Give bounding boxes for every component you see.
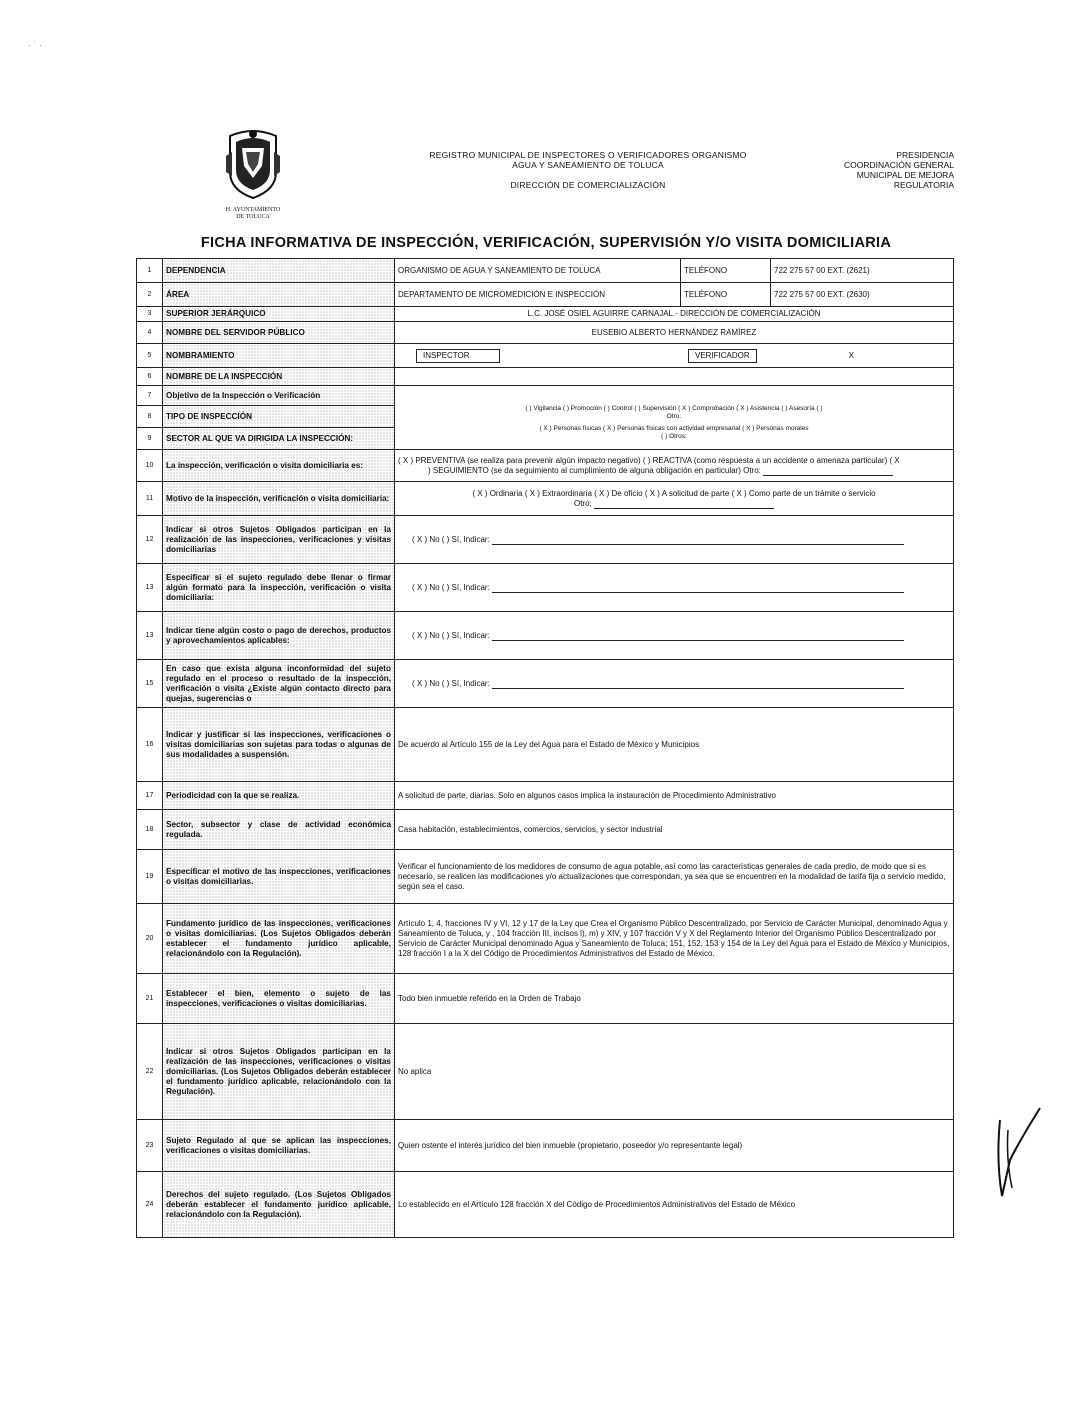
sujeto-regulado-value: Quien ostente el interés jurídico del bien inmueble (propietario, poseedor y/o representante legal) [395,1120,954,1172]
tipo-visita-line: ( X ) PREVENTIVA (se realiza para prevenir algún impacto negativo) ( ) REACTIVA (como respuesta a un accidente o amenaza particular) ( X [398,455,900,465]
sujetos-value: ( X ) No ( ) Sí, Indicar: [412,534,490,544]
costo-value: ( X ) No ( ) Sí, Indicar: [412,630,490,640]
header-center [398,150,778,190]
row-number: 15 [137,660,163,708]
tipo-visita-line: ) SEGUIMIENTO (se da seguimiento al cumplimiento de alguna obligación en particular) Otro: [428,465,761,475]
verificador-box: VERIFICADOR [688,349,757,363]
form-row [137,1024,954,1120]
header-right-line: REGULATORIA [893,180,954,190]
fundamento-value: Artículo 1, 4, fracciones IV y VI, 12 y 17 de la Ley que Crea el Organismo Público Descentralizado, por Servicio de Carácter Municipal, denominado Agua y Saneamiento de Toluca, y , 104 fracción III, incisos l), m) y XIV, y 107 fracción V y X del Reglamento Interior del Organismo Público Descentralizado por Servicio de Carácter Municipal denominado Agua y Saneamiento de Toluca; 151, 152, 153 y 154 de la Ley del Agua para el Estado de México y Municipios, 128 fracción I a la X del Código de Procedimientos Administrativos del Estado de México. [395,904,954,974]
row-label: Especificar si el sujeto regulado debe llenar o firmar algún formato para la inspección, verificación o visita domiciliaria: [163,564,395,612]
row-number: 21 [137,974,163,1024]
row-number: 6 [137,368,163,386]
formato-cell [395,564,954,612]
form-row [137,516,954,564]
header-organism-line: AGUA Y SANEAMIENTO DE TOLUCA [512,160,664,170]
header-registry-line: REGISTRO MUNICIPAL DE INSPECTORES O VERIFICADORES ORGANISMO [429,150,747,160]
header-direction-line: DIRECCIÓN DE COMERCIALIZACIÓN [510,180,666,190]
form-row [137,1120,954,1172]
row-label: DEPENDENCIA [163,259,395,283]
row-label: NOMBRE DEL SERVIDOR PÚBLICO [163,322,395,344]
header-right [820,150,954,190]
form-row [137,612,954,660]
form-row [137,974,954,1024]
sector-value: ( X ) Personas físicas ( X ) Personas físicas con actividad empresarial ( X ) Personas morales [539,424,809,432]
row-number: 22 [137,1024,163,1120]
row-label: SUPERIOR JERÁRQUICO [163,307,395,322]
tipo-inspeccion-value: ( ) Vigilancia ( ) Promoción ( ) Control ( ) Supervisión ( X ) Comprobación ( X ) Asistencia ( ) Asesoría ( ) [525,404,823,412]
row-label: ÁREA [163,283,395,307]
row-number: 9 [137,428,163,450]
row-label: Indicar tiene algún costo o pago de derechos, productos y aprovechamientos aplicables: [163,612,395,660]
inconformidad-value: ( X ) No ( ) Sí, Indicar: [412,678,490,688]
row-number: 2 [137,283,163,307]
nombramiento-cell [395,344,954,368]
otros-sujetos-value: No aplica [395,1024,954,1120]
costo-cell [395,612,954,660]
row-number: 4 [137,322,163,344]
derechos-value: Lo establecido en el Artículo 128 fracción X del Código de Procedimientos Administrativos del Estado de México [395,1172,954,1238]
form-row [137,368,954,386]
row-number: 17 [137,782,163,810]
row-label: NOMBRE DE LA INSPECCIÓN [163,368,395,386]
row-number: 24 [137,1172,163,1238]
row-label: Indicar y justificar si las inspecciones, verificaciones o visitas domiciliarias son sujetas para todas o algunas de sus modalidades a suspensión. [163,708,395,782]
row-label: Establecer el bien, elemento o sujeto de las inspecciones, verificaciones o visitas domiciliarias. [163,974,395,1024]
scan-marks: · ˙ · [28,40,42,50]
sector-actividad-value: Casa habitación, establecimientos, comercios, servicios, y sector industrial [395,810,954,850]
row-label: Derechos del sujeto regulado. (Los Sujetos Obligados deberán establecer el fundamento jurídico aplicable, relacionándolo con la Regulación). [163,1172,395,1238]
form-row [137,1172,954,1238]
telefono-value: 722 275 57 00 EXT. (2621) [771,259,954,283]
form-row [137,850,954,904]
sector-otros: ( ) Otros: [661,432,687,440]
row-label: Objetivo de la Inspección o Verificación [163,386,395,406]
formato-value: ( X ) No ( ) Sí, Indicar: [412,582,490,592]
motivo-inspecciones-value: Verificar el funcionamiento de los medidores de consumo de agua potable, así como las características generales de cada predio, de modo que si es necesario, se realicen las modificaciones y/o actualizaciones que correspondan, ya sea que se encuentren en la modalidad de tarifa fija o servicio medido, según sea el caso. [395,850,954,904]
row-label: Motivo de la inspección, verificación o visita domiciliaria: [163,482,395,516]
header-right-line: MUNICIPAL DE MEJORA [856,170,954,180]
inspector-box: INSPECTOR [416,349,500,363]
form-row [137,259,954,283]
superior-value: L.C. JOSÉ OSIEL AGUIRRE CARNAJAL.- DIRECCIÓN DE COMERCIALIZACIÓN [395,307,954,322]
row-number: 13 [137,612,163,660]
row-label: Periodicidad con la que se realiza. [163,782,395,810]
row-label: La inspección, verificación o visita domiciliaria es: [163,450,395,482]
row-label: Indicar si otros Sujetos Obligados participan en la realización de las inspecciones, verificaciones y visitas domiciliarias [163,516,395,564]
telefono-label: TELÉFONO [681,259,771,283]
form-row [137,810,954,850]
row-number: 12 [137,516,163,564]
form-row [137,386,954,406]
form-row [137,708,954,782]
tipo-sector-cell [395,386,954,450]
telefono-value: 722 275 57 00 EXT. (2630) [771,283,954,307]
row-number: 5 [137,344,163,368]
inspection-form-table [136,258,954,1238]
municipal-logo [222,126,284,222]
form-row [137,660,954,708]
row-label: Indicar si otros Sujetos Obligados participan en la realización de las inspecciones, verificaciones o visitas domiciliarias. (Los Sujetos Obligados deberán establecer el fundamento jurídico aplicable, relacionándolo con la Regulación). [163,1024,395,1120]
form-row [137,904,954,974]
inconformidad-cell [395,660,954,708]
row-number: 1 [137,259,163,283]
row-label: TIPO DE INSPECCIÓN [163,406,395,428]
row-number: 19 [137,850,163,904]
row-number: 20 [137,904,163,974]
telefono-label: TELÉFONO [681,283,771,307]
form-title: FICHA INFORMATIVA DE INSPECCIÓN, VERIFICACIÓN, SUPERVISIÓN Y/O VISITA DOMICILIARIA [200,235,892,251]
row-number: 10 [137,450,163,482]
form-row [137,322,954,344]
form-row [137,344,954,368]
motivo-cell [395,482,954,516]
row-label: Especificar el motivo de las inspecciones, verificaciones o visitas domiciliarias. [163,850,395,904]
tipo-visita-cell [395,450,954,482]
logo-caption: H. AYUNTAMIENTO DE TOLUCA [225,207,281,220]
header-right-line: PRESIDENCIA [896,150,954,160]
row-number: 8 [137,406,163,428]
row-label: Sector, subsector y clase de actividad económica regulada. [163,810,395,850]
row-label: NOMBRAMIENTO [163,344,395,368]
bien-value: Todo bien inmueble referido en la Orden de Trabajo [395,974,954,1024]
row-number: 16 [137,708,163,782]
row-label: SECTOR AL QUE VA DIRIGIDA LA INSPECCIÓN: [163,428,395,450]
row-number: 7 [137,386,163,406]
area-value: DEPARTAMENTO DE MICROMEDICIÓN E INSPECCIÓN [395,283,681,307]
suspension-value: De acuerdo al Artículo 155 de la Ley del Agua para el Estado de México y Municipios [395,708,954,782]
row-number: 3 [137,307,163,322]
form-row [137,450,954,482]
motivo-line: ( X ) Ordinaria ( X ) Extraordinaria ( X ) De oficio ( X ) A solicitud de parte ( X ) Como parte de un trámite o servicio [472,488,876,498]
row-number: 13 [137,564,163,612]
dependencia-value: ORGANISMO DE AGUA Y SANEAMIENTO DE TOLUCA [395,259,681,283]
sujetos-cell [395,516,954,564]
row-number: 23 [137,1120,163,1172]
empty-value [395,368,954,386]
tipo-otro: Otro: [666,412,682,420]
form-row [137,283,954,307]
periodicidad-value: A solicitud de parte, diarias. Solo en algunos casos implica la instauración de Procedimiento Administrativo [395,782,954,810]
coat-of-arms-icon [222,126,284,200]
handwritten-signature [990,1100,1050,1210]
form-row [137,482,954,516]
row-number: 11 [137,482,163,516]
motivo-otro: Otro: [573,498,592,508]
row-label: Fundamento jurídico de las inspecciones, verificaciones o visitas domiciliarias. (Los Sujetos Obligados deberán establecer el fundamento jurídico aplicable, relacionándolo con la Regulación). [163,904,395,974]
verificador-mark: X [848,350,855,360]
row-label: Sujeto Regulado al que se aplican las inspecciones, verificaciones o visitas domiciliarias. [163,1120,395,1172]
header-right-line: COORDINACIÓN GENERAL [843,160,954,170]
form-row [137,564,954,612]
row-label: En caso que exista alguna inconformidad del sujeto regulado en el proceso o resultado de la inspección, verificación o visita ¿Existe algún contacto directo para quejas, sugerencias o [163,660,395,708]
servidor-value: EUSEBIO ALBERTO HERNÁNDEZ RAMÍREZ [395,322,954,344]
form-row [137,782,954,810]
row-number: 18 [137,810,163,850]
form-row [137,307,954,322]
